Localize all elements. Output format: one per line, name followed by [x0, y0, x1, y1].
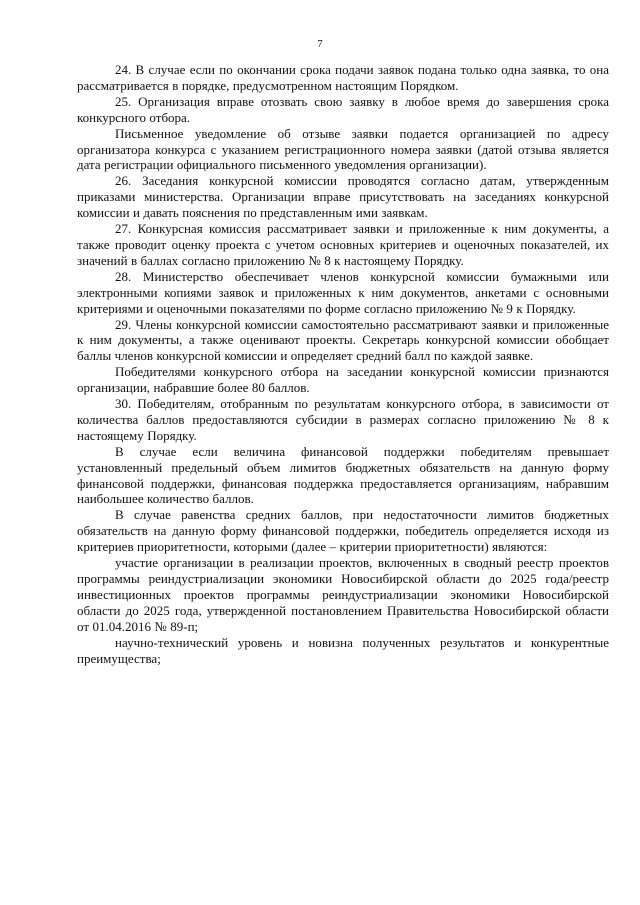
paragraph-26: 26. Заседания конкурсной комиссии проводятся согласно датам, утвержденным приказами министерства. Организации вправе присутствовать на заседаниях конкурсной комиссии и давать пояснения по представленным ими заявкам. [77, 173, 609, 221]
paragraph-criterion-participation: участие организации в реализации проектов, включенных в сводный реестр проектов программы реиндустриализации экономики Новосибирской области до 2025 года/реестр инвестиционных проектов программы реиндустриализации экономики Новосибирской области до 2025 года, утвержденной постановлением Правительства Новосибирской области от 01.04.2016 № 89-п; [77, 555, 609, 634]
paragraph-24: 24. В случае если по окончании срока подачи заявок подана только одна заявка, то она рассматривается в порядке, предусмотренном настоящим Порядком. [77, 62, 609, 93]
page-number: 7 [317, 38, 323, 50]
paragraph-equal-scores: В случае равенства средних баллов, при недостаточности лимитов бюджетных обязательств на данную форму финансовой поддержки, победитель определяется исходя из критериев приоритетности, которыми (далее – критерии приоритетности) являются: [77, 507, 609, 555]
paragraph-28: 28. Министерство обеспечивает членов конкурсной комиссии бумажными или электронными копиями заявок и приложенных к ним документов, анкетами с основными критериями и оценочными показателями по форме согласно приложению № 9 к Порядку. [77, 268, 609, 316]
paragraph-25: 25. Организация вправе отозвать свою заявку в любое время до завершения срока конкурсного отбора. [77, 93, 609, 125]
paragraph-30: 30. Победителям, отобранным по результатам конкурсного отбора, в зависимости от количества баллов предоставляются субсидии в размерах согласно приложению № 8 к настоящему Порядку. [77, 396, 609, 443]
paragraph-29: 29. Члены конкурсной комиссии самостоятельно рассматривают заявки и приложенные к ним документы, а также оценивают проекты. Секретарь конкурсной комиссии обобщает баллы членов конкурсной комиссии и определяет средний балл по каждой заявке. [77, 316, 609, 364]
paragraph-withdrawal-notice: Письменное уведомление об отзыве заявки подается организацией по адресу организатора конкурса с указанием регистрационного номера заявки (датой отзыва является дата регистрации официального письменного уведомления организации). [77, 125, 609, 173]
paragraph-criterion-novelty: научно-технический уровень и новизна полученных результатов и конкурентные преимущества; [77, 634, 609, 666]
document-body [77, 62, 609, 666]
paragraph-winners: Победителями конкурсного отбора на заседании конкурсной комиссии признаются организации, набравшие более 80 баллов. [77, 364, 609, 396]
paragraph-limits-exceeded: В случае если величина финансовой поддержки победителям превышает установленный предельный объем лимитов бюджетных обязательств на данную форму финансовой поддержки, финансовая поддержка предоставляется организациям, набравшим наибольшее количество баллов. [77, 443, 609, 507]
paragraph-27: 27. Конкурсная комиссия рассматривает заявки и приложенные к ним документы, а также проводит оценку проекта с учетом основных критериев и оценочных показателей, их значений в баллах согласно приложению № 8 к настоящему Порядку. [77, 221, 609, 268]
